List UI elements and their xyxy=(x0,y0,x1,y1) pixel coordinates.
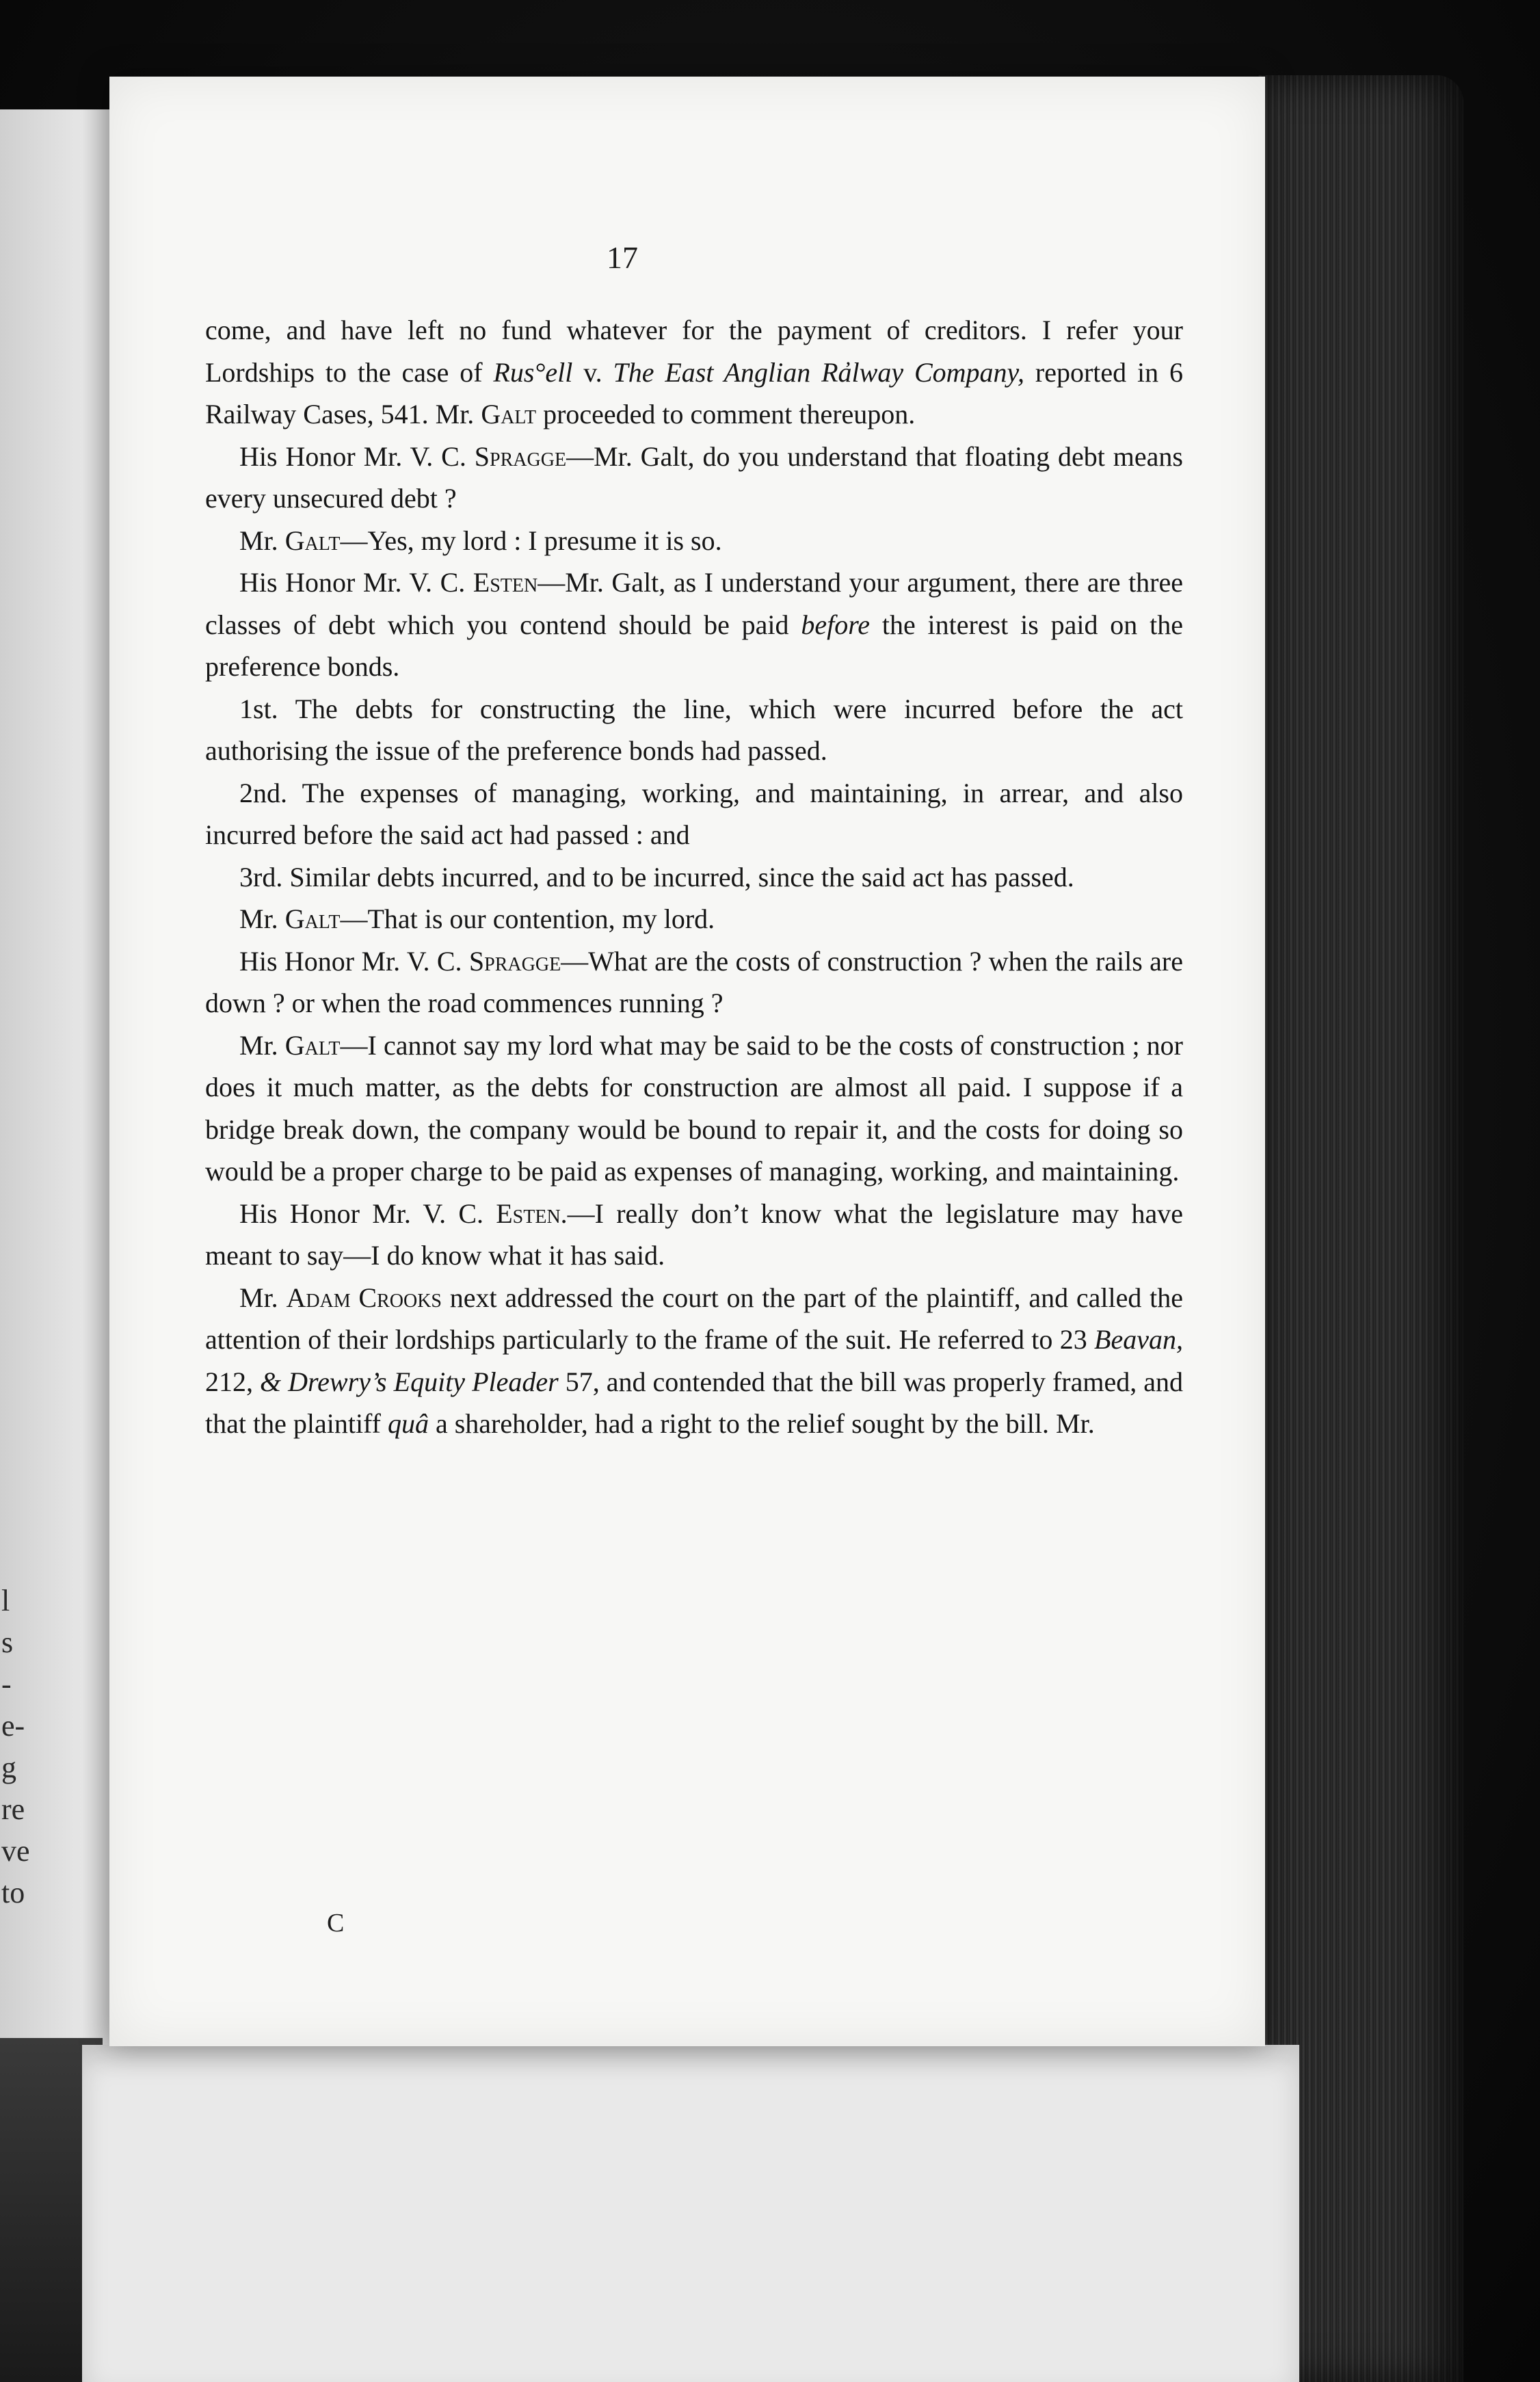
text-run: Esten xyxy=(473,567,538,598)
text-run: Galt xyxy=(284,1029,341,1061)
paragraph xyxy=(205,898,1183,940)
paragraph xyxy=(205,1277,1183,1445)
text-run: Mr. xyxy=(239,903,285,934)
text-run: His Honor Mr. V. C. xyxy=(239,440,475,472)
page-edge-stack xyxy=(1258,75,1463,2382)
book-page xyxy=(109,77,1265,2046)
text-run: —Mr. Galt, as I understand your argument, there are three classes of debt which you contend should be paid xyxy=(205,567,1184,640)
left-page-fragment: - xyxy=(1,1667,12,1701)
page-number: 17 xyxy=(607,240,638,275)
paragraph xyxy=(205,940,1183,1024)
paragraph xyxy=(205,1024,1183,1193)
text-run: Rus°ell xyxy=(493,356,573,388)
text-run: —That is our contention, my lord. xyxy=(340,903,715,934)
text-run: reported in 6 Railway Cases, 541. Mr. xyxy=(205,356,1183,429)
paragraph xyxy=(205,688,1183,772)
text-run: His Honor Mr. V. C. xyxy=(239,945,469,977)
left-page-fragments xyxy=(1,1580,42,1914)
left-page-fragment: g xyxy=(1,1751,16,1784)
text-run: —Mr. Galt, do you understand that floating debt means every unsecured debt ? xyxy=(205,440,1183,514)
text-run: & Drewry’s Equity Pleader xyxy=(260,1366,559,1397)
text-run: 212, xyxy=(205,1366,261,1397)
page-text xyxy=(205,309,1183,1445)
text-run: 1st. The debts for constructing the line, which were incurred before the act authorising the issue of the preference bonds had passed. xyxy=(205,693,1183,766)
paragraph xyxy=(205,772,1183,856)
paragraph xyxy=(205,1193,1183,1277)
text-run: Adam Crooks xyxy=(286,1282,442,1313)
text-run: Spragge xyxy=(468,945,561,977)
left-page-fragment: l xyxy=(1,1584,10,1617)
text-run: the interest is paid on the preference bonds. xyxy=(205,609,1184,682)
text-run: The East Anglian Ra̓lway Company, xyxy=(613,356,1025,388)
left-page-fragment: e- xyxy=(1,1709,25,1743)
text-run: 2nd. The expenses of managing, working, and maintaining, in arrear, and also incurred before the said act had passed : and xyxy=(205,777,1183,850)
text-run: Mr. xyxy=(239,1282,287,1313)
text-run: proceeded to comment thereupon. xyxy=(536,399,916,429)
text-run: —What are the costs of construction ? when the rails are down ? or when the road commences running ? xyxy=(205,945,1184,1018)
left-page-fragment: to xyxy=(1,1876,25,1909)
text-run: Spragge xyxy=(474,440,567,472)
text-run: His Honor Mr. V. C. xyxy=(239,567,473,598)
text-run: His Honor Mr. V. C. xyxy=(239,1197,496,1229)
paragraph xyxy=(205,856,1183,899)
text-run: Esten xyxy=(496,1197,561,1229)
text-run: a shareholder, had a right to the relief sought by the bill. Mr. xyxy=(428,1408,1095,1439)
text-run: quâ xyxy=(387,1408,429,1439)
text-run: Mr. xyxy=(239,525,285,556)
text-run: come, and have left no fund whatever for the payment of creditors. I refer your Lordships to the case of xyxy=(205,315,1183,388)
text-run: —Yes, my lord : I presume it is so. xyxy=(340,525,722,556)
text-run: Galt xyxy=(284,903,341,934)
text-run: Galt xyxy=(481,399,537,429)
text-run: 57, and contended that the bill was properly framed, and that the plaintiff xyxy=(205,1366,1184,1439)
left-page-fragment: s xyxy=(1,1626,14,1659)
lower-paper-area xyxy=(82,2045,1299,2382)
paragraph xyxy=(205,309,1183,436)
left-page-fragment: re xyxy=(1,1792,25,1826)
text-run: 3rd. Similar debts incurred, and to be incurred, since the said act has passed. xyxy=(239,861,1074,892)
signature-mark: C xyxy=(327,1909,345,1937)
text-run: Beavan, xyxy=(1094,1324,1183,1355)
text-run: Mr. xyxy=(239,1029,285,1061)
paragraph xyxy=(205,561,1183,688)
text-run: v. xyxy=(572,356,613,388)
text-run: —I cannot say my lord what may be said to be the costs of construction ; nor does it much matter, as the debts for construction are almost all paid. I suppose if a bridge break down, the company would be bound to repair it, and the costs for doing so would be a proper charge to be paid as expenses of managing, working, and maintaining. xyxy=(205,1029,1183,1187)
text-run: .—I really don’t know what the legislature may have meant to say—I do know what it has said. xyxy=(205,1197,1183,1271)
paragraph xyxy=(205,520,1183,562)
paragraph xyxy=(205,436,1183,520)
text-run: next addressed the court on the part of the plaintiff, and called the attention of their lordships particularly to the frame of the suit. He referred to 23 xyxy=(205,1282,1183,1355)
text-run: before xyxy=(801,609,871,640)
text-run: Galt xyxy=(284,525,341,556)
left-page-fragment: ve xyxy=(1,1834,30,1868)
